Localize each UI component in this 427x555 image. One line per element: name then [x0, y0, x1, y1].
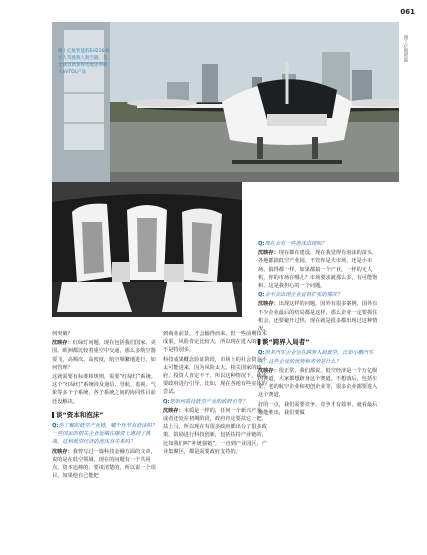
cabin-photo: [52, 182, 242, 317]
answer-text: 很正常，我们都说，低空经济是一个万亿级的赛道，大家都想跻身这个赛道。不想落后，包括车企、老的航空企业和初创企业等，很多企业都要进入这个赛道，: [258, 367, 378, 399]
speaker-label: 沈映存：: [163, 407, 184, 414]
answer-text: 出现这样的问题，国外有很多案例，国外有不少企业最后的结局都是这样，那么企业一定要抓住机会，还要避开过热，现在就是很多都出现过这种情况。: [258, 301, 378, 333]
question: [258, 291, 378, 299]
speaker-label: 沈映存：: [52, 340, 73, 347]
question-text: 现在会有一些泡沫出现吗？: [264, 241, 327, 247]
evtol-aircraft-illustration: [52, 22, 399, 182]
text-column-2: [163, 330, 271, 457]
section-heading: 谈“资本和泡沫”: [52, 411, 160, 419]
section-heading: 谈“跨界入局者”: [258, 338, 378, 346]
speaker-label: 沈映存：: [52, 448, 73, 455]
answer-text: 现在都在建设，现在我觉得有泡沫的苗头，各地都搞低空产业园，不管你是大市场，还是小市场，搞得都一样，如果都搞一个产业，一样的无人机，你的市场在哪儿？市场要求就那么多，有可能饱和，这是我担心的一个问题。: [258, 250, 378, 290]
paragraph: 好的一点，我们需要竞争，竞争才有效率，就看最后谁能胜出，我们要做: [258, 401, 378, 416]
answer-text: 红绿灯问题，现在包括我们国家、美国、欧洲都比较着重空中交通，那么多航空器要飞，高频次、高密度，航空频繁地进行，如何管理？: [52, 340, 156, 371]
question-mark-icon: Q:: [52, 423, 59, 430]
speaker-label: 沈映存：: [258, 367, 279, 374]
vertical-label: 图丨亿航智能: [403, 35, 408, 62]
answer-text: 我曾写过一篇科技金融方面的文章，说的是在低空领域，现在的问题有一个共同点，资本追捧的，要谈清楚的，所以说一个项目，如果他自己能把: [52, 448, 156, 480]
speaker-label: 沈映存：: [258, 250, 279, 257]
question-text: 会不会出现企业盲目扩张的情况？: [264, 292, 343, 299]
text-column-1: [52, 330, 160, 481]
question: [258, 240, 378, 248]
paragraph: [258, 249, 378, 290]
answer-text: 本质是一样的，任何一个新兴产业，或者还处在初期阶段，政府肯定要扶它一把，扶上马，所以现在有很多政府都出台了很多政策，鼓励进行科技创新，包括扶持产业链的，比如我们叫“补链强链”，一直到产业园区，产业集聚区，都是需要政府支持的。: [163, 407, 267, 455]
paragraph: [163, 407, 271, 456]
side-caption: 图丨亿航智能的EH216-S无人驾驶载人航空器，是全球首款获得适航证的载人eVTOL产品: [58, 49, 109, 75]
question-mark-icon: Q:: [258, 292, 265, 299]
paragraph: 到商业前景，才会输得而来，但一些前期技术成果，风险肯定比较大，所以现在进入的资本不是特别多。: [163, 331, 267, 354]
question-text: 很多汽车企业也在跨界入局低空，比如小鹏汽车等，这些企业的优势和劣势是什么？: [258, 350, 374, 365]
paragraph: [258, 300, 378, 333]
speaker-label: 沈映存：: [258, 301, 279, 308]
question-text: 您如何看待低空产业的政府引导？: [169, 398, 248, 405]
question: [258, 349, 378, 365]
question-mark-icon: Q:: [258, 241, 265, 247]
page-number: 061: [400, 8, 415, 16]
paragraph: [52, 448, 160, 481]
question-mark-icon: Q:: [163, 398, 170, 405]
paragraph: [258, 367, 378, 400]
evtol-photo: [52, 22, 399, 182]
paragraph: 何突破？: [52, 331, 73, 337]
paragraph: [52, 339, 160, 372]
text-column-3: [258, 240, 378, 418]
paragraph: 科技成果概念验证阶段，市场上的社会资金不太可能进来，因为风险太大，相关国家的政府，投资人肯定不干，所以这种情况下，就需要政府进行引导，比如，现在各地有些实体的尝试。: [163, 356, 267, 396]
question: [52, 422, 160, 447]
question-text: 你了解的低空产业链，哪个环节有泡沫吗？一些国家的相关企业近期在融资上遇到了挑战，这和低空经济的泡沫有关系吗？: [52, 423, 158, 446]
cabin-seats-illustration: [52, 182, 242, 317]
question-mark-icon: Q:: [258, 350, 265, 357]
paragraph: 这就需要有标准和规则，需要“红绿灯”系统。这个“红绿灯”系统涉及通信、导航、监视、气象等多个子系统，各子系统之间的协同性目前还没解决。: [52, 374, 156, 405]
question: [163, 398, 271, 406]
